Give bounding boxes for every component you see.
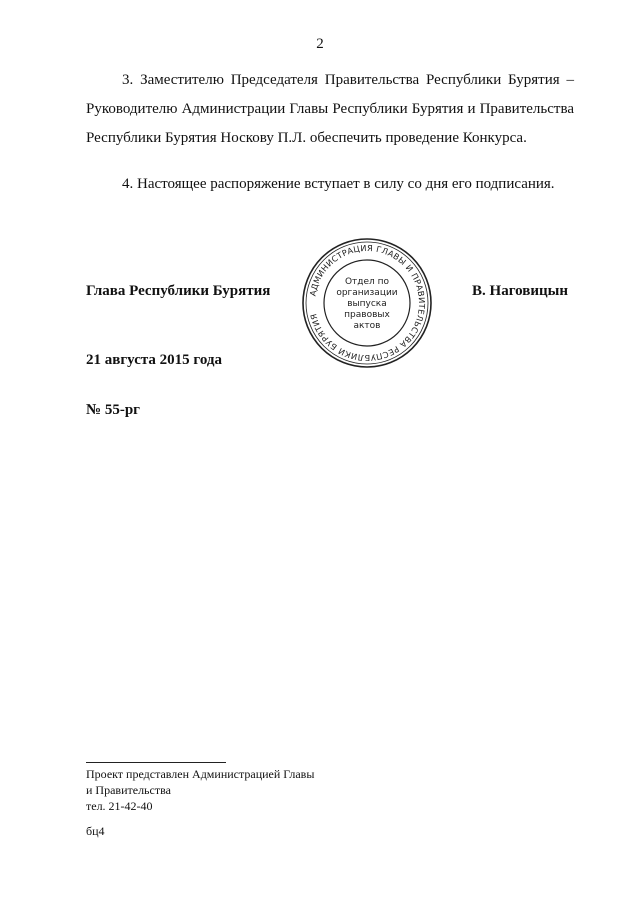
- stamp-center-line: организации: [336, 288, 398, 298]
- stamp-center-line: Отдел по: [344, 277, 390, 287]
- signatory-name: В. Наговицын: [472, 283, 568, 299]
- official-seal-stamp: [300, 236, 434, 370]
- paragraph-3: 3. Заместителю Председателя Правительства Республики Бурятия – Руководителю Администрации Главы Республики Бурятия и Правительства Республики Бурятия Носкову П.Л. обеспечить проведение Конкурса.: [86, 72, 574, 146]
- stamp-center-line: актов: [353, 321, 381, 331]
- signatory-position: Глава Республики Бурятия: [86, 283, 271, 299]
- document-code: бц4: [86, 824, 105, 838]
- paragraph-4: 4. Настоящее распоряжение вступает в силу со дня его подписания.: [122, 176, 555, 192]
- footer-divider: [86, 762, 226, 763]
- stamp-center-line: правовых: [344, 310, 390, 320]
- stamp-ring-text: АДМИНИСТРАЦИЯ ГЛАВЫ И ПРАВИТЕЛЬСТВА РЕСПУБЛИКИ БУРЯТИЯ: [307, 242, 428, 364]
- footer-line-1: Проект представлен Администрацией Главы: [86, 767, 315, 781]
- page-number: 2: [316, 36, 324, 52]
- footer-note: [86, 766, 314, 814]
- footer-line-2: и Правительства: [86, 783, 171, 797]
- stamp-center-line: выпуска: [347, 299, 387, 309]
- footer-line-3: тел. 21-42-40: [86, 799, 153, 813]
- document-date: 21 августа 2015 года: [86, 352, 223, 368]
- document-number: № 55-рг: [86, 402, 140, 418]
